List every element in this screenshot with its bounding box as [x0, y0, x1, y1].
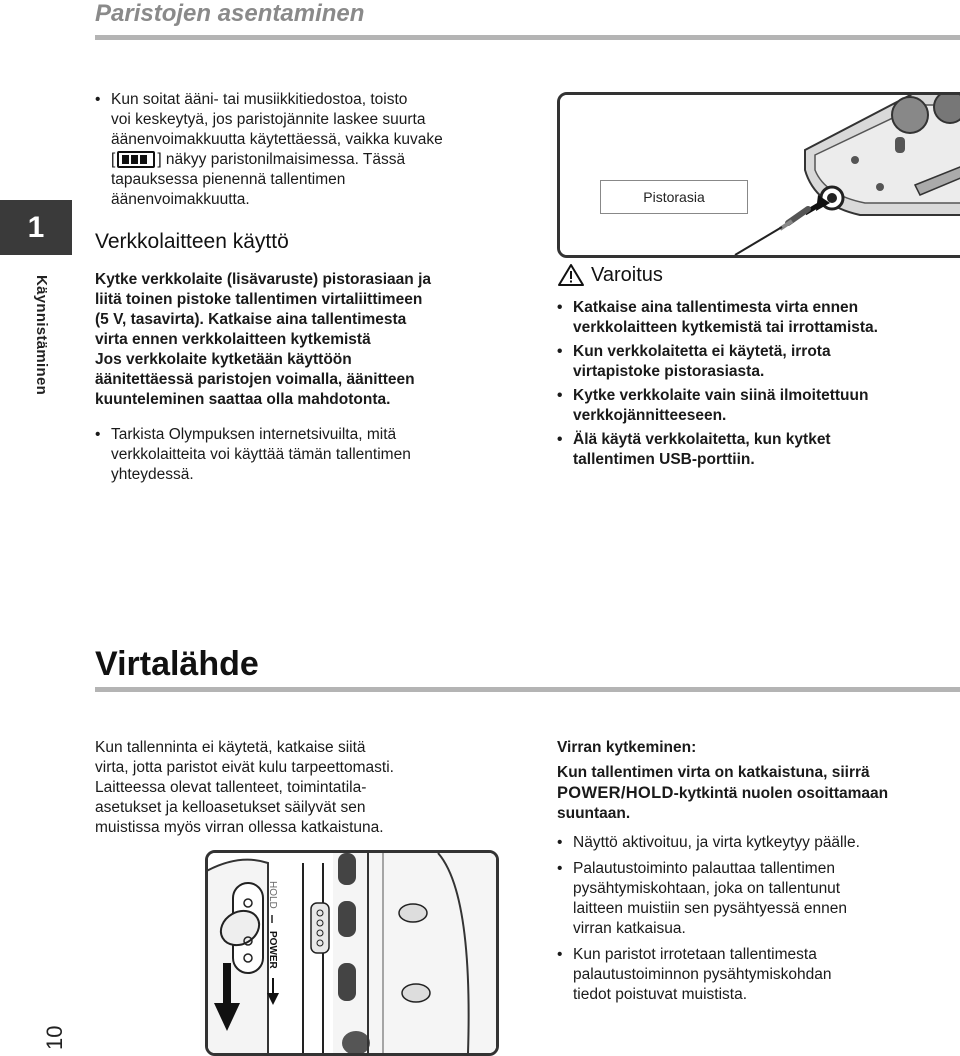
- battery-note: [95, 90, 545, 210]
- text-line: virta ennen verkkolaitteen kytkemistä: [95, 331, 371, 348]
- switch-power-label: POWER: [267, 931, 278, 969]
- page-header-title: Paristojen asentaminen: [95, 0, 365, 27]
- chapter-label: Käynnistäminen: [33, 275, 50, 396]
- warning-list: [557, 298, 957, 470]
- power-on-heading: Virran kytkeminen:: [557, 739, 697, 756]
- text-line: Kytke verkkolaite (lisävaruste) pistorasiaan ja: [95, 271, 431, 288]
- section-divider: [95, 687, 960, 692]
- warning-heading: [557, 263, 663, 287]
- header-divider: [95, 35, 960, 40]
- list-item: [95, 90, 545, 210]
- list-item: • Näyttö aktivoituu, ja virta kytkeytyy päälle.: [557, 833, 957, 853]
- text-line: virta, jotta paristot eivät kulu tarpeettomasti.: [95, 759, 394, 776]
- power-hold-key-label: POWER/HOLD: [557, 784, 674, 802]
- ac-adapter-note: [95, 425, 545, 485]
- switch-illustration: [208, 853, 496, 1053]
- list-item: • Katkaise aina tallentimesta virta ennen verkkolaitteen kytkemistä tai irrottamista.: [557, 298, 957, 338]
- text-line: liitä toinen pistoke tallentimen virtaliittimeen: [95, 291, 423, 308]
- text-line: äänenvoimakkuutta käytettäessä, vaikka kuvake: [111, 131, 443, 148]
- text-line: POWER/HOLD-kytkintä nuolen osoittamaan: [557, 784, 889, 802]
- ac-adapter-heading: Verkkolaitteen käyttö: [95, 230, 289, 253]
- text-line: Kun tallentimen virta on katkaistuna, siirrä: [557, 764, 870, 781]
- text-line: asetukset ja kelloasetukset säilyvät sen: [95, 799, 366, 816]
- battery-full-icon: [117, 151, 155, 168]
- text-line: [ ] näkyy paristonilmaisimessa. Tässä: [111, 151, 406, 168]
- text-line: • Kun soitat ääni- tai musiikkitiedostoa, toisto: [111, 91, 408, 108]
- text-line: äänenvoimakkuutta.: [111, 191, 250, 208]
- chapter-tab: 1: [0, 200, 72, 255]
- page-number: 10: [42, 1025, 67, 1050]
- text-line: muistissa myös virran ollessa katkaistuna.: [95, 819, 384, 836]
- text-line: (5 V, tasavirta). Katkaise aina tallentimesta: [95, 311, 407, 328]
- power-on-instruction: [557, 763, 957, 824]
- warning-triangle-icon: [557, 263, 585, 287]
- list-item: • Tarkista Olympuksen internetsivuilta, mitä verkkolaitteita voi käyttää tämän tallentimen yhteydessä.: [95, 425, 545, 485]
- section-title: Virtalähde: [95, 645, 259, 683]
- text-line: suuntaan.: [557, 805, 631, 822]
- switch-hold-label: HOLD: [267, 881, 278, 909]
- list-item: • Kun paristot irrotetaan tallentimesta palautustoiminnon pysähtymiskohdan tiedot poistuvat muistista.: [557, 945, 957, 1005]
- text-line: voi keskeytyä, jos paristojännite laskee suurta: [111, 111, 426, 128]
- socket-callout-label: Pistorasia: [600, 180, 748, 214]
- text-line: Jos verkkolaite kytketään käyttöön: [95, 351, 352, 368]
- list-item: • Kun verkkolaitetta ei käytetä, irrota virtapistoke pistorasiasta.: [557, 342, 957, 382]
- recorder-socket-illustration: [557, 92, 960, 258]
- text-line: kuunteleminen saattaa olla mahdotonta.: [95, 391, 391, 408]
- warning-title: Varoitus: [591, 263, 663, 286]
- recorder-illustration: [560, 95, 960, 255]
- text-line: Laitteessa olevat tallenteet, toimintatila-: [95, 779, 367, 796]
- text-line: Kun tallenninta ei käytetä, katkaise siitä: [95, 739, 366, 756]
- list-item: • Palautustoiminto palauttaa tallentimen pysähtymiskohtaan, joka on tallentunut laitteen muistiin sen pysähtyessä ennen virran katkaisua.: [557, 859, 957, 939]
- power-on-bullets: [557, 833, 957, 1005]
- text-line: äänitettäessä paristojen voimalla, äänitteen: [95, 371, 415, 388]
- list-item: • Älä käytä verkkolaitetta, kun kytket tallentimen USB-porttiin.: [557, 430, 957, 470]
- power-switch-illustration: [205, 850, 499, 1056]
- power-intro: [95, 738, 545, 838]
- ac-adapter-body: [95, 270, 545, 410]
- text-line: tapauksessa pienennä tallentimen: [111, 171, 346, 188]
- list-item: • Kytke verkkolaite vain siinä ilmoitettuun verkkojännitteeseen.: [557, 386, 957, 426]
